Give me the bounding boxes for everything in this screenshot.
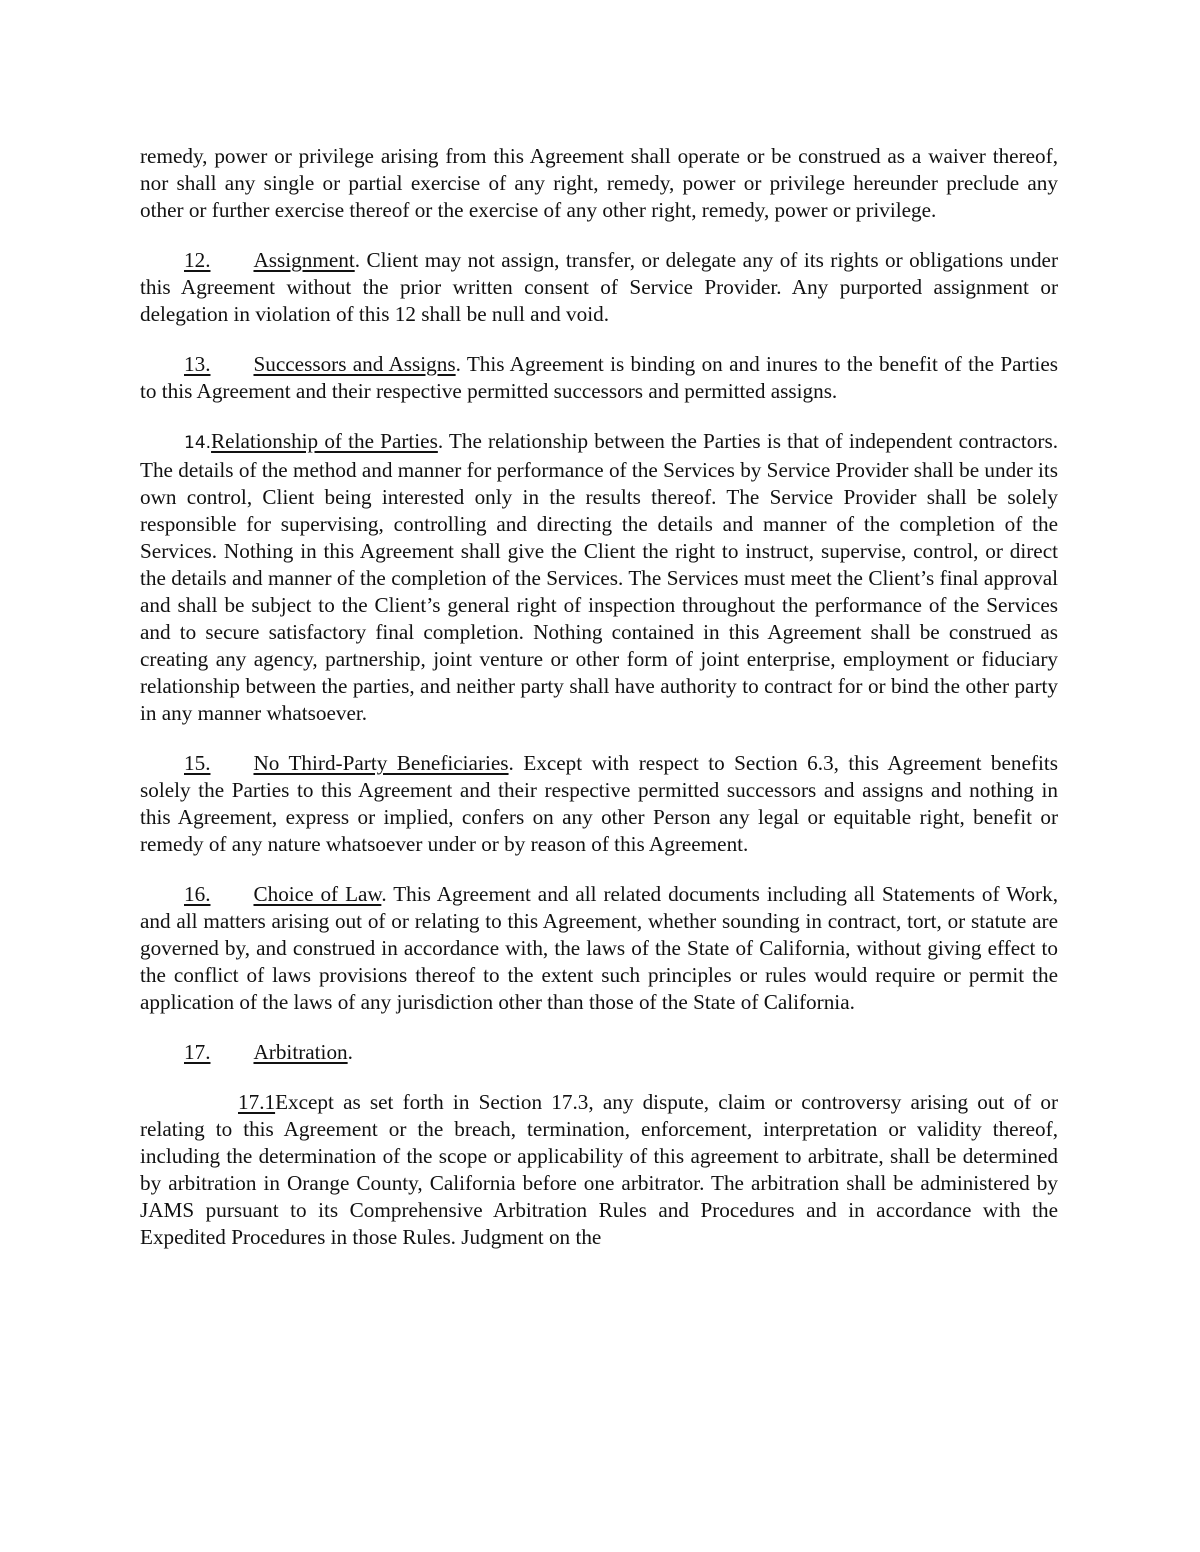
section-17-title: Arbitration <box>253 1040 348 1064</box>
section-13-body: . This Agreement is binding on and inures to the benefit of the Parties to this Agreement and their respective permitted successors and permitted assigns. <box>140 352 1059 403</box>
section-17-body: . <box>347 1040 353 1064</box>
section-17 <box>140 1039 1058 1066</box>
section-14-number: 14. <box>184 433 212 453</box>
section-17-number: 17. <box>184 1040 211 1064</box>
section-15-body: . Except with respect to Section 6.3, this Agreement benefits solely the Parties to this Agreement and their respective permitted successors and assigns and nothing in this Agreement, express or implied, confers on any other Person any legal or equitable right, benefit or remedy of any nature whatsoever under or by reason of this Agreement. <box>140 751 1058 856</box>
document-page <box>140 143 1058 1274</box>
section-16-body: . This Agreement and all related documents including all Statements of Work, and all matters arising out of or relating to this Agreement, whether sounding in contract, tort, or statute are governed by, and construed in accordance with, the laws of the State of California, without giving effect to the conflict of laws provisions thereof to the extent such principles or rules would require or permit the application of the laws of any jurisdiction other than those of the State of California. <box>140 882 1059 1014</box>
subsection-17-1 <box>140 1089 1058 1251</box>
section-12-body: . Client may not assign, transfer, or delegate any of its rights or obligations under this Agreement without the prior written consent of Service Provider. Any purported assignment or delegation in violation of this 12 shall be null and void. <box>140 248 1058 326</box>
section-15-number: 15. <box>184 751 211 775</box>
section-14-title: Relationship of the Parties <box>211 429 438 453</box>
subsection-17-1-body: Except as set forth in Section 17.3, any dispute, claim or controversy arising out of or relating to this Agreement or the breach, termination, enforcement, interpretation or validity thereof, including the determination of the scope or applicability of this agreement to arbitrate, shall be determined by arbitration in Orange County, California before one arbitrator. The arbitration shall be administered by JAMS pursuant to its Comprehensive Arbitration Rules and Procedures and in accordance with the Expedited Procedures in those Rules. Judgment on the <box>140 1090 1058 1249</box>
section-13 <box>140 351 1058 405</box>
continuation-text: remedy, power or privilege arising from this Agreement shall operate or be construed as a waiver thereof, nor shall any single or partial exercise of any right, remedy, power or privilege hereunder preclude any other or further exercise thereof or the exercise of any other right, remedy, power or privilege. <box>140 144 1058 222</box>
section-13-title: Successors and Assigns <box>253 352 456 376</box>
section-15-title: No Third-Party Beneficiaries <box>253 751 509 775</box>
section-12-number: 12. <box>184 248 211 272</box>
section-14 <box>140 428 1058 727</box>
section-14-body: . The relationship between the Parties is that of independent contractors. The details of the method and manner for performance of the Services by Service Provider shall be under its own control, Client being interested only in the results thereof. The Service Provider shall be solely responsible for supervising, controlling and directing the details and manner of the completion of the Services. Nothing in this Agreement shall give the Client the right to instruct, supervise, control, or direct the details and manner of the completion of the Services. The Services must meet the Client’s final approval and shall be subject to the Client’s general right of inspection throughout the performance of the Services and to secure satisfactory final completion. Nothing contained in this Agreement shall be construed as creating any agency, partnership, joint venture or other form of joint enterprise, employment or fiduciary relationship between the parties, and neither party shall have authority to contract for or bind the other party in any manner whatsoever. <box>140 429 1058 725</box>
section-12-title: Assignment <box>253 248 355 272</box>
section-12 <box>140 247 1058 328</box>
section-16-number: 16. <box>184 882 211 906</box>
section-16 <box>140 881 1058 1016</box>
section-16-title: Choice of Law <box>253 882 382 906</box>
section-15 <box>140 750 1058 858</box>
continuation-paragraph <box>140 143 1058 224</box>
section-13-number: 13. <box>184 352 211 376</box>
subsection-17-1-number: 17.1 <box>238 1090 276 1114</box>
